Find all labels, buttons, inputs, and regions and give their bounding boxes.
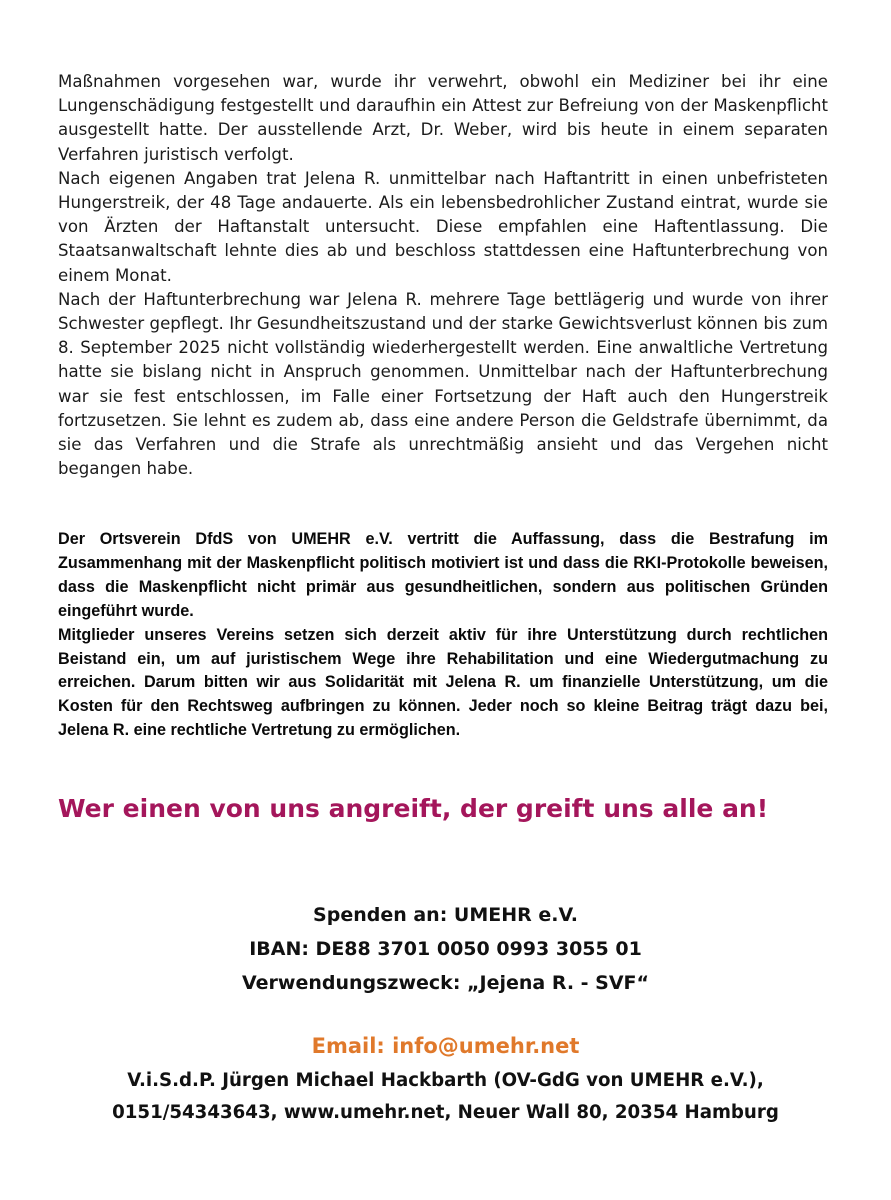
contact-email[interactable]: Email: info@umehr.net	[311, 1034, 580, 1058]
paragraph-medical-exemption: Maßnahmen vorgesehen war, wurde ihr verwehrt, obwohl ein Mediziner bei ihr eine Lungenschädigung festgestellt und daraufhin ein Attest zur Befreiung von der Maskenpflicht ausgestellt hatte. Der ausstellende Arzt, Dr. Weber, wird bis heute in einem separaten Verfahren juristisch verfolgt.	[58, 72, 828, 164]
case-description	[58, 70, 828, 481]
imprint-responsible: V.i.S.d.P. Jürgen Michael Hackbarth (OV-GdG von UMEHR e.V.),	[127, 1070, 764, 1091]
association-statement	[58, 528, 828, 743]
donation-recipient: Spenden an: UMEHR e.V.	[313, 904, 578, 926]
paragraph-hunger-strike: Nach eigenen Angaben trat Jelena R. unmittelbar nach Haftantritt in einen unbefristeten Hungerstreik, der 48 Tage andauerte. Als ein lebensbedrohlicher Zustand eintrat, wurde sie von Ärzten der Haftanstalt untersucht. Diese empfahlen eine Haftentlassung. Die Staatsanwaltschaft lehnte dies ab und beschloss stattdessen eine Haftunterbrechung von einem Monat.	[58, 168, 828, 285]
statement-political-motivation: Der Ortsverein DfdS von UMEHR e.V. vertritt die Auffassung, dass die Bestrafung im Zusammenhang mit der Maskenpflicht politisch motiviert ist und dass die RKI-Protokolle beweisen, dass die Maskenpflicht nicht primär aus gesundheitlichen, sondern aus politischen Gründen eingeführt wurde.	[58, 530, 828, 620]
imprint-contact: 0151/54343643, www.umehr.net, Neuer Wall 80, 20354 Hamburg	[112, 1102, 779, 1123]
statement-support-appeal: Mitglieder unseres Vereins setzen sich derzeit aktiv für ihre Unterstützung durch rechtlichen Beistand ein, um auf juristischem Wege ihre Rehabilitation und eine Wiedergutmachung zu erreichen. Darum bitten wir aus Solidarität mit Jelena R. um finanzielle Unterstützung, um die Kosten für den Rechtsweg aufbringen zu können. Jeder noch so kleine Beitrag trägt dazu bei, Jelena R. eine rechtliche Vertretung zu ermöglichen.	[58, 625, 828, 740]
solidarity-slogan: Wer einen von uns angreift, der greift uns alle an!	[58, 794, 769, 823]
paragraph-health-status: Nach der Haftunterbrechung war Jelena R. mehrere Tage bettlägerig und wurde von ihrer Schwester gepflegt. Ihr Gesundheitszustand und der starke Gewichtsverlust können bis zum 8. September 2025 nicht vollständig wiederhergestellt werden. Eine anwaltliche Vertretung hatte sie bislang nicht in Anspruch genommen. Unmittelbar nach der Haftunterbrechung war sie fest entschlossen, im Falle einer Fortsetzung der Haft auch den Hungerstreik fortzusetzen. Sie lehnt es zudem ab, dass eine andere Person die Geldstrafe übernimmt, da sie das Verfahren und die Strafe als unrechtmäßig ansieht und das Vergehen nicht begangen habe.	[58, 289, 828, 479]
imprint-footer	[0, 1065, 891, 1129]
donation-details	[0, 898, 891, 1000]
donation-purpose: Verwendungszweck: „Jejena R. - SVF“	[241, 972, 650, 994]
donation-iban[interactable]: IBAN: DE88 3701 0050 0993 3055 01	[249, 938, 642, 960]
